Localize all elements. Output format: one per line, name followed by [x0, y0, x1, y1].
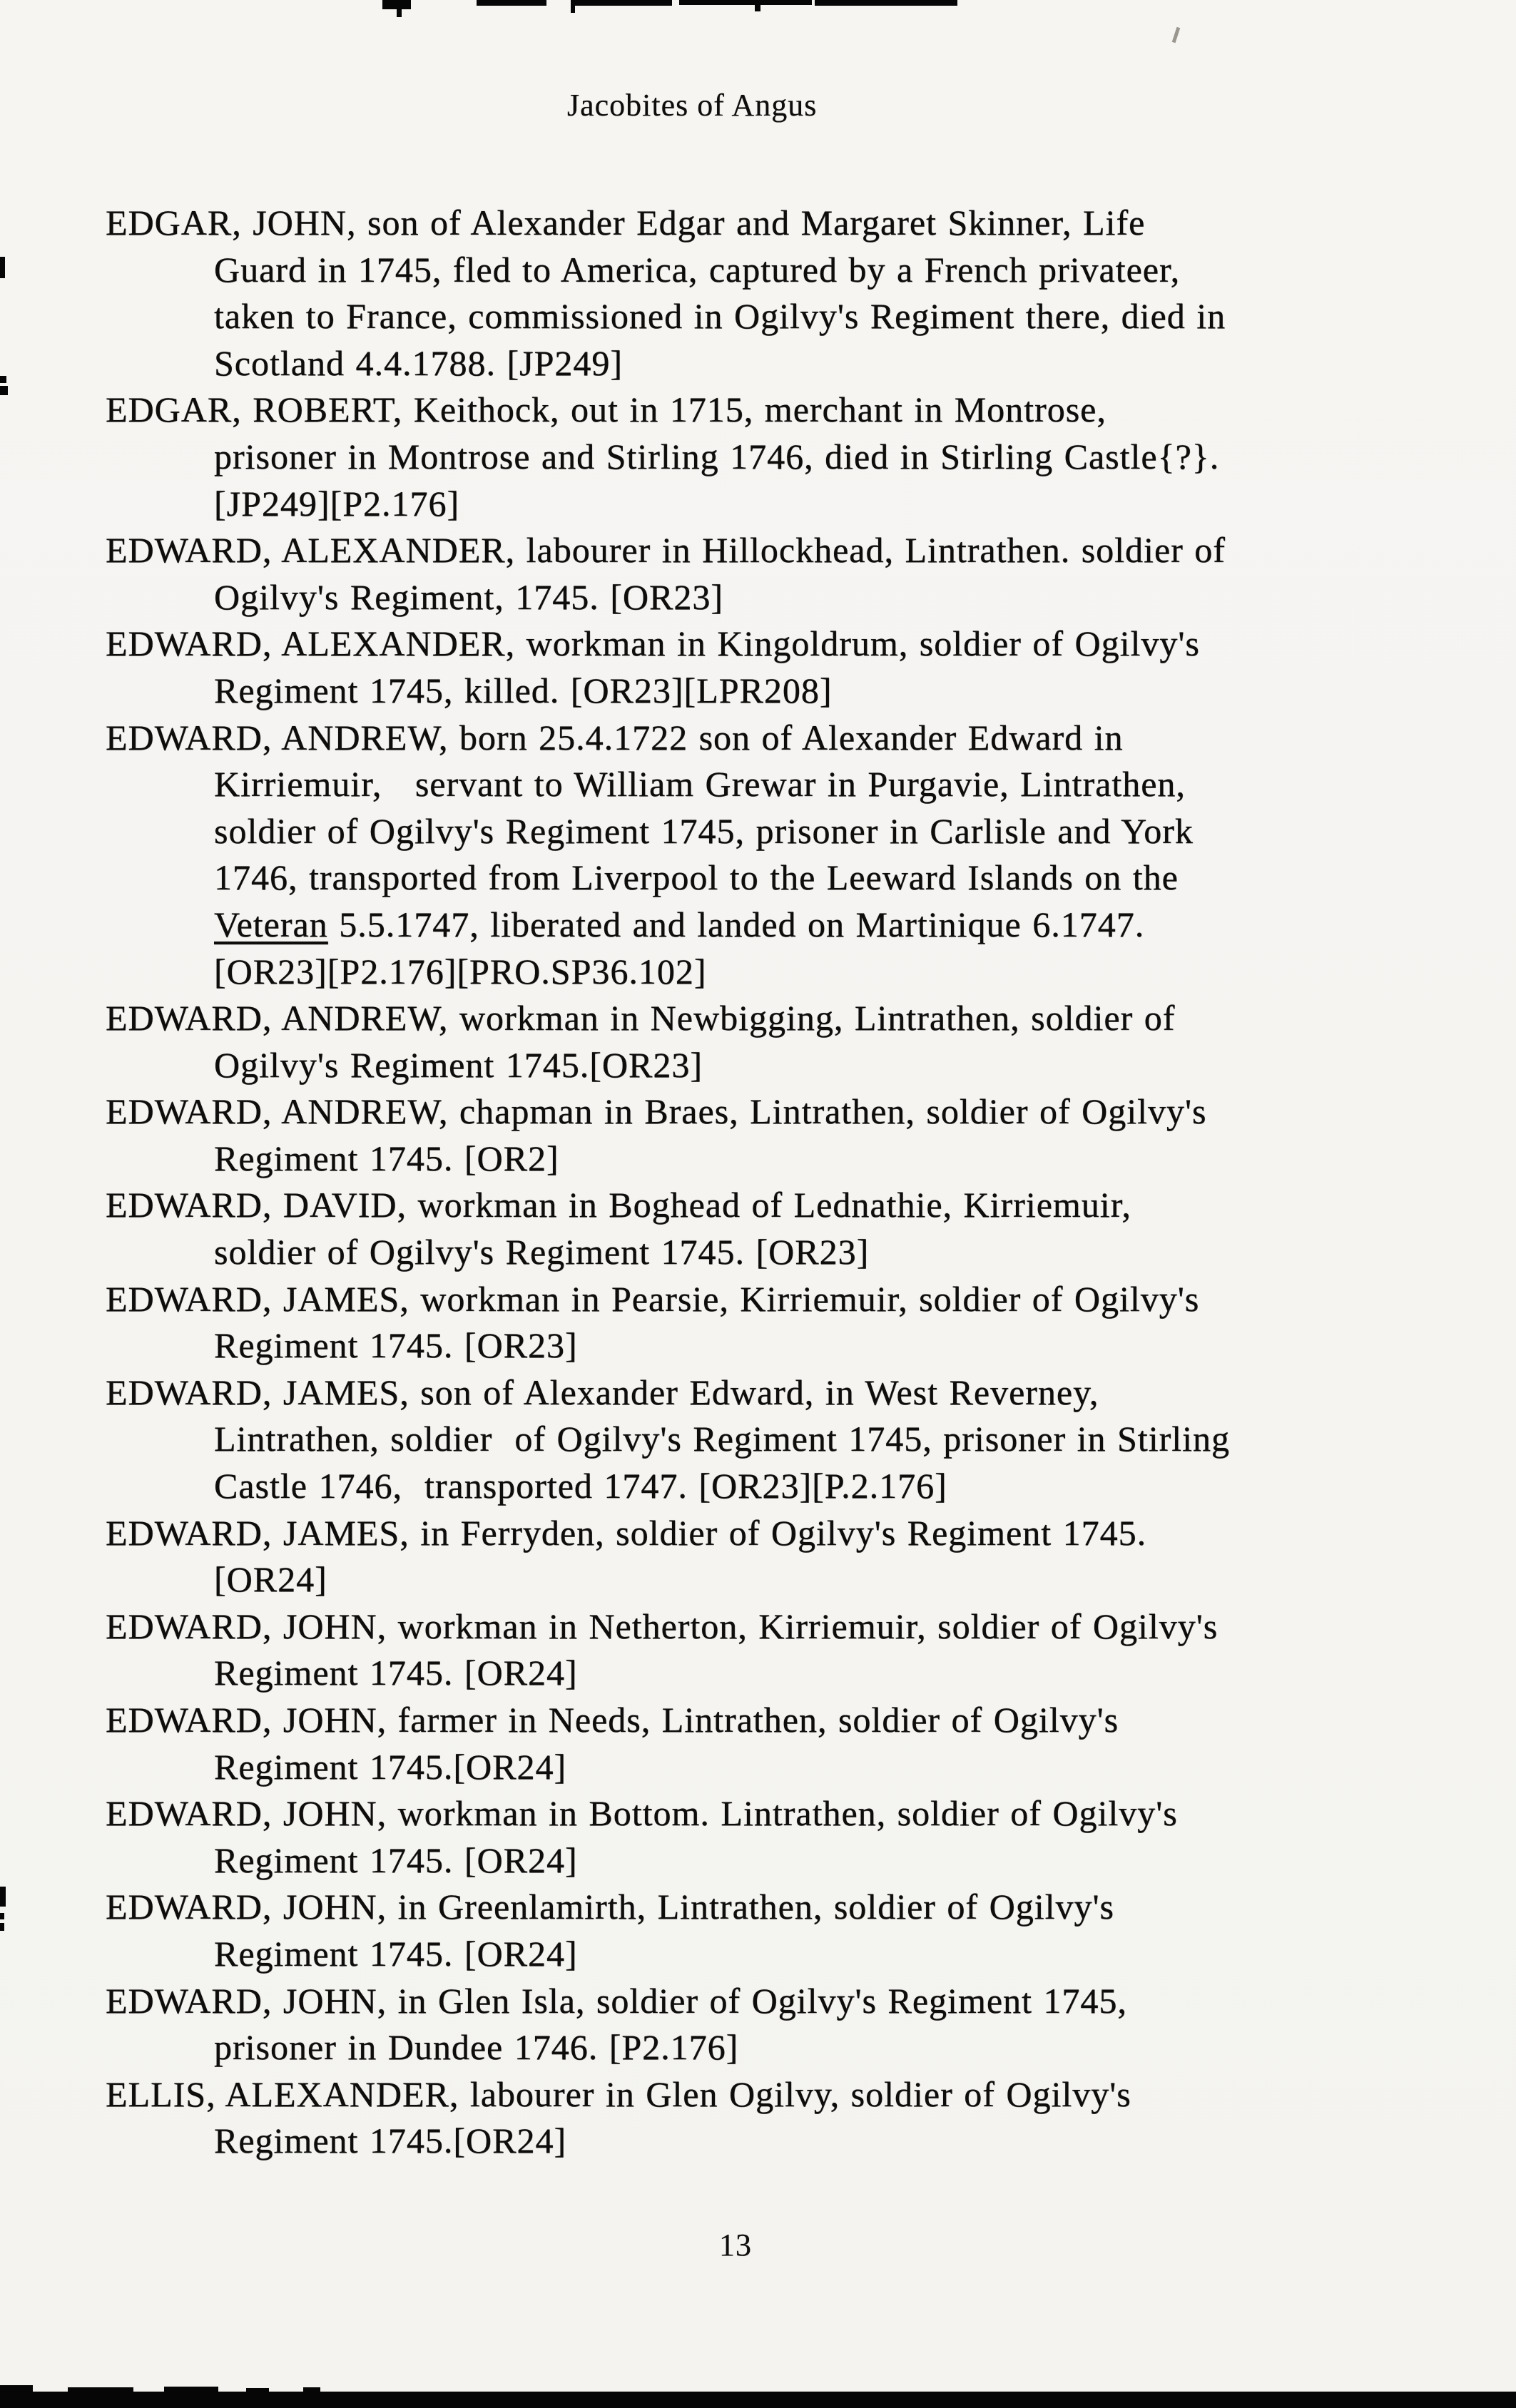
entry [0, 1182, 1516, 1275]
entry-line: EDGAR, JOHN, son of Alexander Edgar and Margaret Skinner, Life [106, 203, 1146, 243]
entry [0, 1884, 1516, 1977]
entry [0, 1369, 1516, 1510]
entry-line: taken to France, commissioned in Ogilvy's Regiment there, died in [214, 296, 1226, 337]
page-number: 13 [719, 2228, 752, 2262]
page-title: Jacobites of Angus [567, 88, 818, 123]
entry-line: Veteran 5.5.1747, liberated and landed on Martinique 6.1747. [214, 904, 1145, 944]
entry [0, 387, 1516, 527]
entry-line: EDWARD, ANDREW, chapman in Braes, Lintrathen, soldier of Ogilvy's [106, 1091, 1207, 1132]
entry [0, 1510, 1516, 1603]
entry-line: [JP249][P2.176] [214, 483, 460, 524]
entry-line: prisoner in Dundee 1746. [P2.176] [214, 2027, 739, 2068]
entry-line: EDWARD, JAMES, son of Alexander Edward, in West Reverney, [106, 1372, 1099, 1412]
entry-line: EDWARD, JOHN, farmer in Needs, Lintrathen, soldier of Ogilvy's [106, 1700, 1119, 1740]
underlined-word: Veteran [214, 904, 328, 944]
entry-line: Regiment 1745. [OR23] [214, 1325, 578, 1366]
entry [0, 1088, 1516, 1182]
entry-line: ELLIS, ALEXANDER, labourer in Glen Ogilvy, soldier of Ogilvy's [106, 2073, 1131, 2114]
entry-line: EDWARD, JAMES, in Ferryden, soldier of Ogilvy's Regiment 1745. [106, 1512, 1147, 1553]
entry-line: EDWARD, ALEXANDER, labourer in Hillockhead, Lintrathen. soldier of [106, 530, 1226, 571]
scan-artifact-slash [1172, 27, 1181, 43]
entry-line: [OR23][P2.176][PRO.SP36.102] [214, 951, 707, 991]
entry [0, 1790, 1516, 1884]
entry [0, 621, 1516, 714]
entry-line: Regiment 1745, killed. [OR23][LPR208] [214, 670, 833, 710]
scan-artifact-top [477, 0, 546, 6]
entry-line: EDWARD, DAVID, workman in Boghead of Lednathie, Kirriemuir, [106, 1185, 1131, 1225]
entry-line: Guard in 1745, fled to America, captured by a French privateer, [214, 249, 1181, 290]
entry-line: Ogilvy's Regiment, 1745. [OR23] [214, 576, 724, 617]
scan-artifact-top [815, 0, 957, 6]
scan-artifact-bottom [303, 2387, 320, 2393]
entry [0, 1276, 1516, 1369]
scan-artifact-bottom [68, 2387, 133, 2393]
entry-line: [OR24] [214, 1559, 327, 1600]
entry [0, 995, 1516, 1088]
entry-line: EDWARD, ANDREW, born 25.4.1722 son of Alexander Edward in [106, 717, 1124, 757]
scan-artifact-bottom [246, 2388, 269, 2393]
entry-line: prisoner in Montrose and Stirling 1746, died in Stirling Castle{?}. [214, 436, 1220, 476]
entry-line: soldier of Ogilvy's Regiment 1745, prisoner in Carlisle and York [214, 810, 1194, 851]
entry-line: Kirriemuir, servant to William Grewar in Purgavie, Lintrathen, [214, 764, 1186, 805]
scan-artifact-top [571, 0, 672, 6]
scan-artifact-bottom-band [0, 2392, 1516, 2408]
entry-line: EDWARD, ALEXANDER, workman in Kingoldrum, soldier of Ogilvy's [106, 623, 1200, 664]
entries [0, 200, 1516, 2165]
scan-artifact-top [679, 0, 812, 5]
entry-line: soldier of Ogilvy's Regiment 1745. [OR23] [214, 1232, 870, 1272]
entry-line: EDWARD, JOHN, in Greenlamirth, Lintrathen, soldier of Ogilvy's [106, 1887, 1114, 1927]
entry [0, 200, 1516, 387]
scan-artifact-bottom [0, 2385, 33, 2394]
entry-line: Regiment 1745. [OR24] [214, 1933, 578, 1974]
entry-line: Lintrathen, soldier of Ogilvy's Regiment 1745, prisoner in Stirling [214, 1419, 1231, 1459]
entry [0, 527, 1516, 621]
entry [0, 1697, 1516, 1790]
entry [0, 1603, 1516, 1697]
entry-line: EDWARD, ANDREW, workman in Newbigging, Lintrathen, soldier of [106, 998, 1176, 1039]
entry-line: Regiment 1745. [OR24] [214, 1653, 578, 1693]
entry-line: Ogilvy's Regiment 1745.[OR23] [214, 1044, 703, 1085]
entry [0, 2071, 1516, 2165]
entry-line: Regiment 1745. [OR2] [214, 1138, 559, 1178]
entry-line: 1746, transported from Liverpool to the Leeward Islands on the [214, 857, 1179, 898]
scan-artifact-bottom [164, 2387, 218, 2393]
entry [0, 715, 1516, 996]
entry-line: EDWARD, JAMES, workman in Pearsie, Kirriemuir, soldier of Ogilvy's [106, 1278, 1200, 1319]
scan-artifact-top [755, 0, 760, 11]
entry-line: Castle 1746, transported 1747. [OR23][P.2.176] [214, 1466, 947, 1506]
entry-line: EDWARD, JOHN, workman in Netherton, Kirriemuir, soldier of Ogilvy's [106, 1606, 1219, 1646]
entry-line: Regiment 1745. [OR24] [214, 1840, 578, 1880]
entry-line: EDWARD, JOHN, workman in Bottom. Lintrathen, soldier of Ogilvy's [106, 1793, 1178, 1834]
entry-line: Regiment 1745.[OR24] [214, 2121, 567, 2161]
scan-artifact-top [397, 0, 402, 17]
entry-line: EDWARD, JOHN, in Glen Isla, soldier of Ogilvy's Regiment 1745, [106, 1980, 1127, 2021]
entry-line: Scotland 4.4.1788. [JP249] [214, 342, 624, 383]
entry-line: EDGAR, ROBERT, Keithock, out in 1715, merchant in Montrose, [106, 389, 1107, 430]
entry-line: Regiment 1745.[OR24] [214, 1746, 567, 1787]
entry [0, 1978, 1516, 2071]
